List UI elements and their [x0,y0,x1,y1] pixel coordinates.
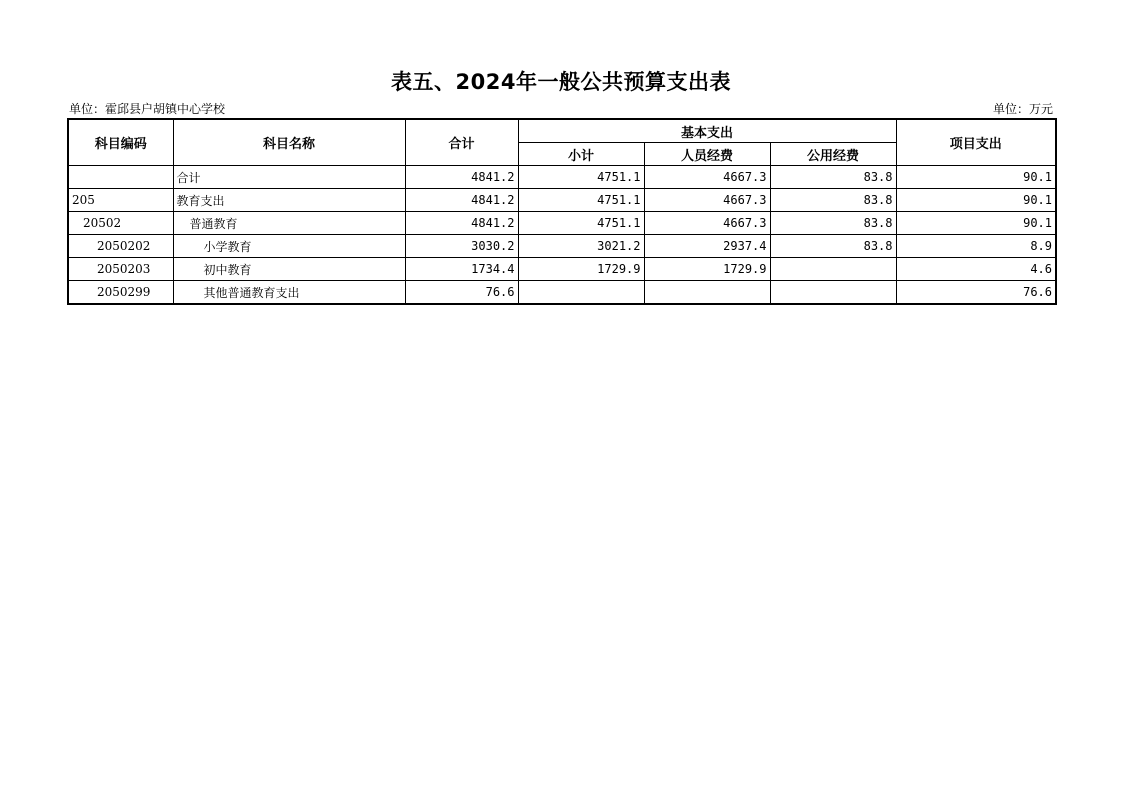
row-subtotal [518,281,644,305]
header-personnel: 人员经费 [644,143,770,166]
table-row [68,235,1056,258]
header-public: 公用经费 [770,143,896,166]
unit-currency: 单位：万元 [992,102,1053,116]
row-code: 2050299 [68,281,173,305]
header-project: 项目支出 [896,119,1056,166]
table-row [68,258,1056,281]
row-personnel [644,281,770,305]
row-total: 1734.4 [405,258,518,281]
unit-organization: 单位：霍邱县户胡镇中心学校 [69,102,226,116]
row-code [68,166,173,189]
row-name: 初中教育 [173,258,405,281]
header-total: 合计 [405,119,518,166]
row-subtotal: 1729.9 [518,258,644,281]
row-code: 205 [68,189,173,212]
row-public: 83.8 [770,166,896,189]
row-name: 其他普通教育支出 [173,281,405,305]
row-project: 90.1 [896,212,1056,235]
row-code: 2050202 [68,235,173,258]
row-subtotal: 3021.2 [518,235,644,258]
header-name: 科目名称 [173,119,405,166]
row-personnel: 4667.3 [644,166,770,189]
header-row-1 [68,119,1056,143]
row-subtotal: 4751.1 [518,212,644,235]
row-total: 3030.2 [405,235,518,258]
table-row [68,281,1056,305]
row-personnel: 4667.3 [644,189,770,212]
row-public: 83.8 [770,212,896,235]
row-personnel: 1729.9 [644,258,770,281]
row-code: 20502 [68,212,173,235]
row-project: 76.6 [896,281,1056,305]
row-project: 8.9 [896,235,1056,258]
row-public: 83.8 [770,235,896,258]
header-basic: 基本支出 [518,119,896,143]
row-name: 普通教育 [173,212,405,235]
table-row [68,189,1056,212]
table-row [68,166,1056,189]
row-total: 4841.2 [405,189,518,212]
row-subtotal: 4751.1 [518,166,644,189]
page-title: 表五、2024年一般公共预算支出表 [391,70,731,94]
row-total: 76.6 [405,281,518,305]
row-name: 小学教育 [173,235,405,258]
header-subtotal: 小计 [518,143,644,166]
row-personnel: 2937.4 [644,235,770,258]
row-code: 2050203 [68,258,173,281]
row-project: 90.1 [896,189,1056,212]
row-public [770,281,896,305]
row-subtotal: 4751.1 [518,189,644,212]
row-name: 合计 [173,166,405,189]
row-public [770,258,896,281]
row-project: 90.1 [896,166,1056,189]
table-row [68,212,1056,235]
row-name: 教育支出 [173,189,405,212]
row-public: 83.8 [770,189,896,212]
row-project: 4.6 [896,258,1056,281]
row-total: 4841.2 [405,166,518,189]
row-personnel: 4667.3 [644,212,770,235]
row-total: 4841.2 [405,212,518,235]
budget-table [67,118,1057,305]
header-code: 科目编码 [68,119,173,166]
